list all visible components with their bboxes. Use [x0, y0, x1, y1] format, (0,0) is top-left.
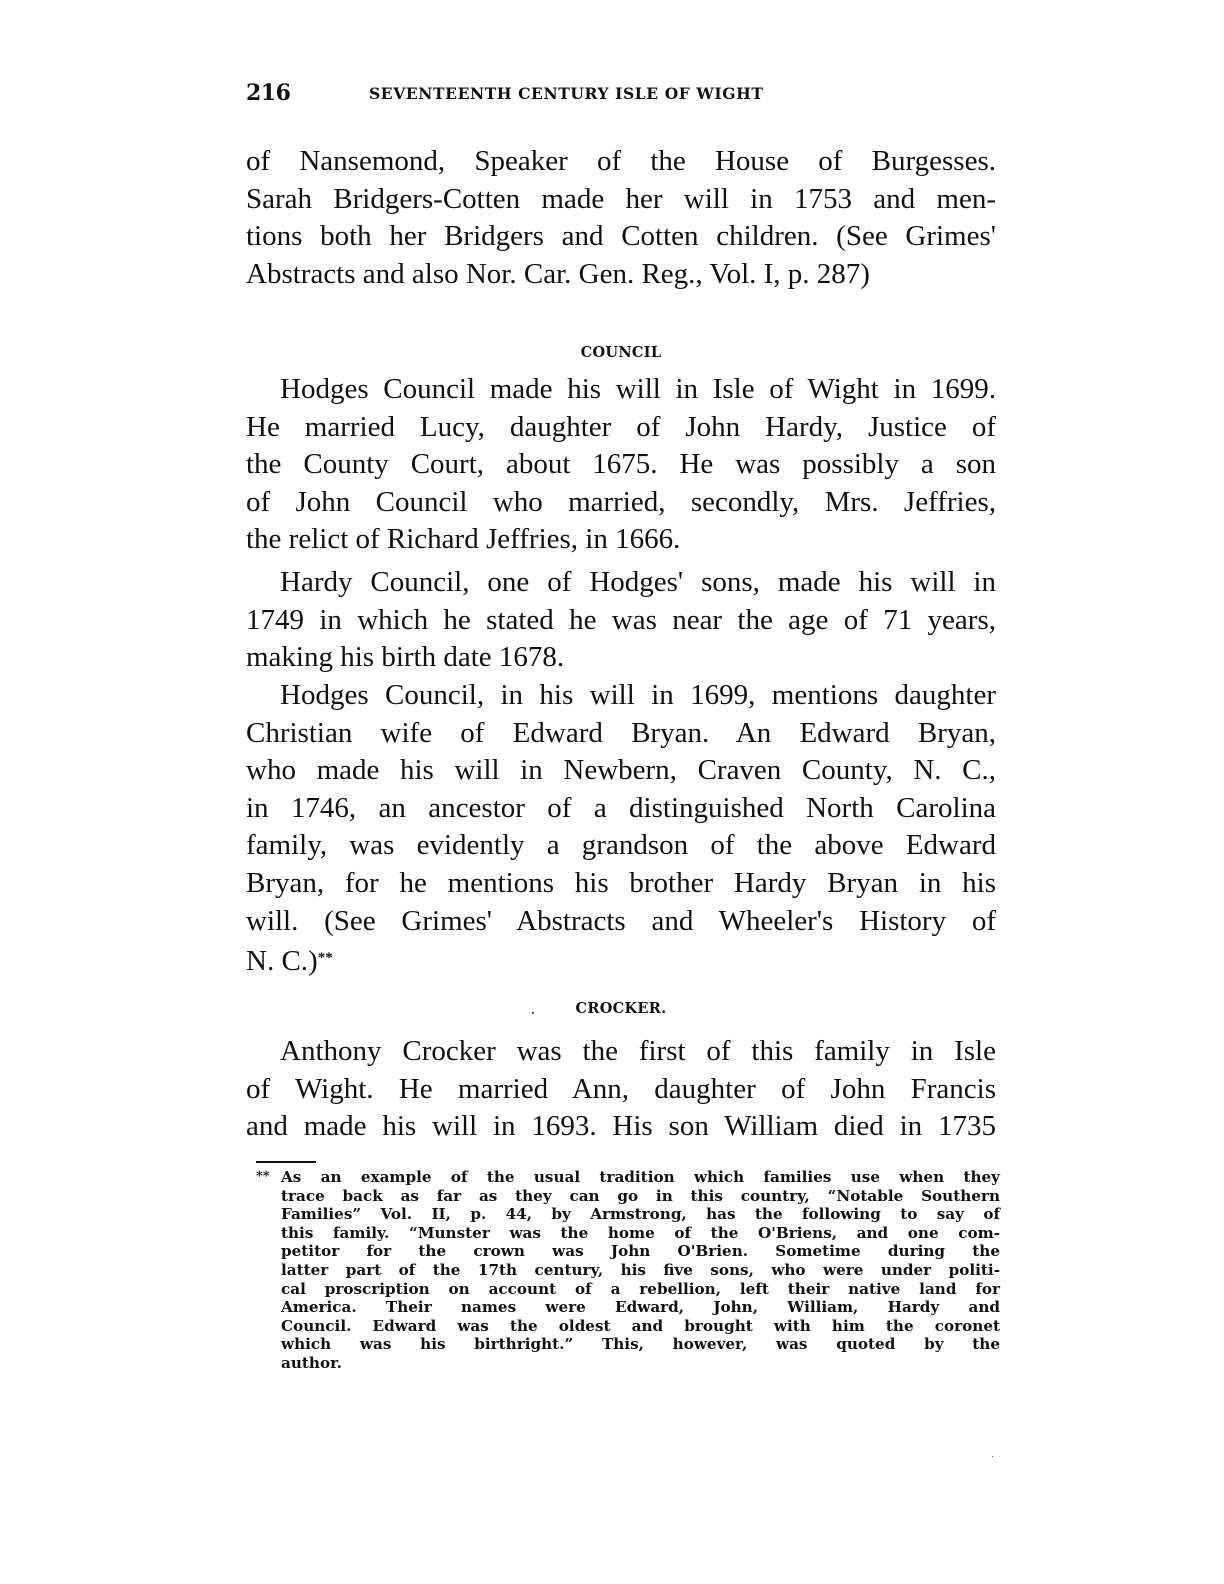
print-speck [992, 1456, 993, 1457]
section-heading-crocker: CROCKER. [575, 1000, 667, 1017]
text-line: family, was evidently a grandson of the above Edward [246, 829, 996, 862]
footnote-line: author. [281, 1353, 342, 1372]
running-title: SEVENTEENTH CENTURY ISLE OF WIGHT [369, 84, 764, 103]
text-line: Anthony Crocker was the first of this family in Isle [280, 1035, 996, 1067]
footnote-line: America. Their names were Edward, John, William, Hardy and [281, 1298, 1000, 1317]
text-line: and made his will in 1693. His son William died in 1735 [246, 1110, 996, 1143]
running-head [246, 80, 866, 110]
footnote-line: trace back as far as they can go in this country, “Notable Southern [281, 1186, 1000, 1205]
text-line: the County Court, about 1675. He was possibly a son [246, 448, 996, 481]
text-line: Christian wife of Edward Bryan. An Edward Bryan, [246, 716, 996, 749]
text-line: in 1746, an ancestor of a distinguished North Carolina [246, 791, 996, 824]
text-line: who made his will in Newbern, Craven County, N. C., [246, 754, 996, 787]
footnote-marker: ** [256, 1169, 270, 1184]
text-line: He married Lucy, daughter of John Hardy, Justice of [246, 410, 996, 443]
footnote [246, 1168, 1000, 1373]
text-line: Bryan, for he mentions his brother Hardy Bryan in his [246, 866, 996, 899]
footnote-body [281, 1168, 1000, 1373]
council-paragraph-2 [246, 564, 996, 677]
text-line: Hardy Council, one of Hodges' sons, made his will in [280, 566, 996, 598]
footnote-line: Council. Edward was the oldest and brought with him the coronet [281, 1316, 1000, 1335]
footnote-line: petitor for the crown was John O'Brien. Sometime during the [281, 1242, 1000, 1261]
text-line: 1749 in which he stated he was near the age of 71 years, [246, 603, 996, 636]
text-line: Abstracts and also Nor. Car. Gen. Reg., Vol. I, p. 287) [246, 257, 870, 290]
text-line: making his birth date 1678. [246, 641, 565, 674]
footnote-line: Families” Vol. II, p. 44, by Armstrong, has the following to say of [281, 1205, 1000, 1224]
text-line-content: N. C.) [246, 945, 318, 978]
text-line: Hodges Council, in his will in 1699, mentions daughter [280, 679, 996, 711]
council-paragraph-1 [246, 371, 996, 559]
footnote-rule [256, 1161, 316, 1163]
text-line: of John Council who married, secondly, Mrs. Jeffries, [246, 485, 996, 518]
footnote-line: latter part of the 17th century, his five sons, who were under politi- [281, 1260, 1000, 1279]
section-heading-council: COUNCIL [580, 344, 662, 361]
footnote-reference[interactable]: ** [317, 950, 333, 967]
text-line: of Nansemond, Speaker of the House of Burgesses. [246, 145, 996, 177]
council-paragraph-3 [246, 677, 996, 981]
footnote-line: As an example of the usual tradition which families use when they [281, 1168, 1000, 1186]
text-line [246, 940, 996, 981]
intro-paragraph [246, 143, 996, 293]
footnote-line: this family. “Munster was the home of the O'Briens, and one com- [281, 1223, 1000, 1242]
crocker-paragraph [246, 1033, 996, 1146]
text-line: the relict of Richard Jeffries, in 1666. [246, 523, 681, 556]
text-line: tions both her Bridgers and Cotten children. (See Grimes' [246, 220, 996, 253]
page-number: 216 [246, 80, 291, 106]
text-line: will. (See Grimes' Abstracts and Wheeler's History of [246, 904, 996, 937]
footnote-line: which was his birthright.” This, however, was quoted by the [281, 1335, 1000, 1354]
text-line: of Wight. He married Ann, daughter of John Francis [246, 1072, 996, 1105]
text-line: Sarah Bridgers-Cotten made her will in 1753 and men- [246, 182, 996, 215]
footnote-line: cal proscription on account of a rebellion, left their native land for [281, 1279, 1000, 1298]
text-line: Hodges Council made his will in Isle of Wight in 1699. [280, 373, 996, 405]
